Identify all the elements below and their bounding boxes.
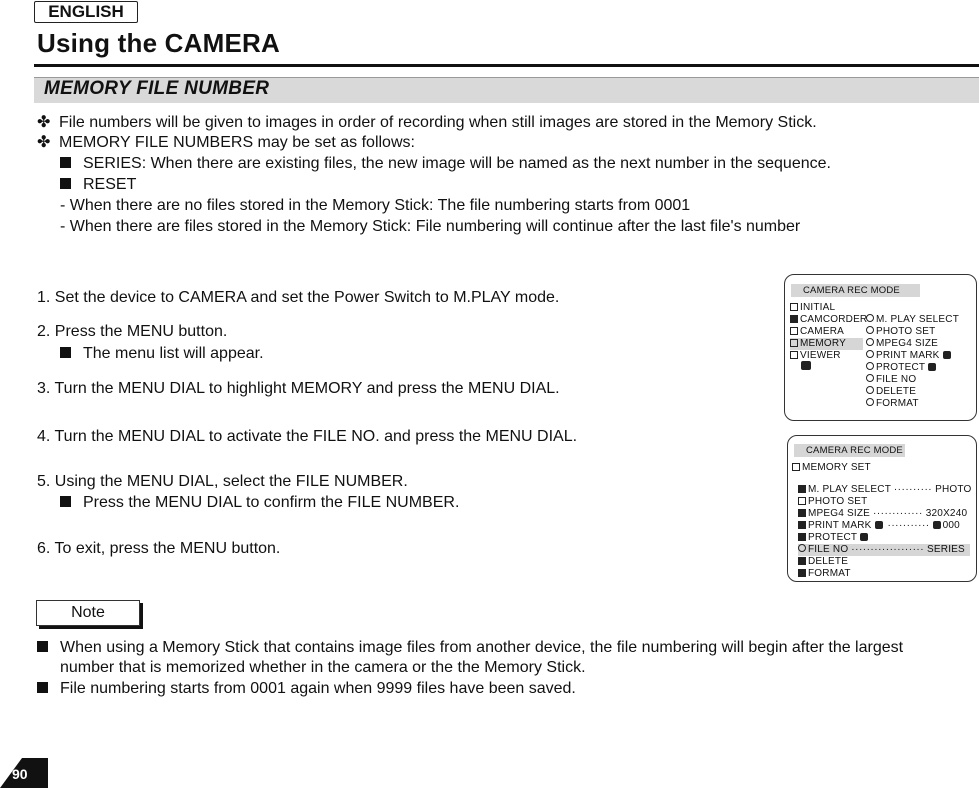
folder-icon <box>790 303 798 311</box>
menu-1-sub-label: PROTECT <box>876 362 926 373</box>
menu-1-memory-card-icon-row <box>801 361 813 373</box>
menu-2-header: CAMERA REC MODE <box>794 444 905 457</box>
menu-1-item-label: VIEWER <box>800 350 841 361</box>
series-text: SERIES: When there are existing files, the new image will be named as the next number in the sequence. <box>83 155 831 172</box>
step-3: 3. Turn the MENU DIAL to highlight MEMORY and press the MENU DIAL. <box>37 380 560 397</box>
menu-2-row-protect <box>798 532 870 544</box>
print-icon <box>933 521 941 529</box>
menu-2-row-dots: ·········· <box>893 484 933 495</box>
mplay-icon <box>798 485 806 493</box>
menu-1-item-viewer <box>790 350 841 362</box>
step-5-sub-text: Press the MENU DIAL to confirm the FILE NUMBER. <box>83 494 460 511</box>
menu-2-row-dots: ··········· <box>887 520 930 531</box>
radio-icon <box>798 544 806 552</box>
menu-2-row-dots: ············· <box>873 508 923 519</box>
note-2 <box>37 679 576 699</box>
menu-1-sub-label: DELETE <box>876 386 917 397</box>
menu-1-item-camera <box>790 326 844 338</box>
delete-icon <box>798 557 806 565</box>
menu-2-row-label: PHOTO SET <box>808 496 868 507</box>
menu-2-row-value: 000 <box>942 520 960 531</box>
reset-item <box>60 175 136 195</box>
note-2-text: File numbering starts from 0001 again when 9999 files have been saved. <box>60 680 576 697</box>
menu-1-sub-label: PHOTO SET <box>876 326 936 337</box>
menu-1-sub-format <box>866 398 919 410</box>
protect-icon <box>798 533 806 541</box>
square-bullet-icon <box>37 641 48 652</box>
camcorder-icon <box>790 315 798 323</box>
camera-icon <box>790 327 798 335</box>
note-1-text: When using a Memory Stick that contains image files from another device, the file numbering will begin after the largest <box>60 639 904 656</box>
menu-1-sub-photo-set <box>866 326 935 338</box>
cross-bullet-icon: ✤ <box>37 114 51 131</box>
menu-2-row-photo-set <box>798 496 867 508</box>
memory-icon <box>790 339 798 347</box>
menu-2-row-label: MPEG4 SIZE <box>808 508 871 519</box>
step-6: 6. To exit, press the MENU button. <box>37 540 281 557</box>
menu-1-sub-delete <box>866 386 916 398</box>
print-mark-icon <box>798 521 806 529</box>
menu-1-item-label: CAMERA <box>800 326 844 337</box>
menu-1-item-label: INITIAL <box>800 302 836 313</box>
radio-icon <box>866 314 874 322</box>
menu-1-header: CAMERA REC MODE <box>791 284 920 297</box>
title-divider <box>34 64 979 67</box>
menu-1-sub-print-mark <box>866 350 953 362</box>
memory-card-icon <box>801 361 811 370</box>
intro-bullet-1 <box>37 113 817 133</box>
menu-1-item-camcorder <box>790 314 867 326</box>
step-2: 2. Press the MENU button. <box>37 323 228 340</box>
square-bullet-icon <box>37 682 48 693</box>
menu-2-row-label: FORMAT <box>808 568 851 579</box>
square-bullet-icon <box>60 157 71 168</box>
page-number-text: 90 <box>12 766 28 782</box>
square-bullet-icon <box>60 178 71 189</box>
radio-icon <box>866 338 874 346</box>
square-bullet-icon <box>60 496 71 507</box>
square-bullet-icon <box>60 347 71 358</box>
step-1: 1. Set the device to CAMERA and set the Power Switch to M.PLAY mode. <box>37 289 560 306</box>
menu-1-sub-protect <box>866 362 938 374</box>
menu-screen-2 <box>787 435 977 582</box>
menu-2-row-dots: ··················· <box>851 544 925 555</box>
language-tab: ENGLISH <box>34 1 138 23</box>
menu-1-item-initial <box>790 302 835 314</box>
menu-2-row-value: SERIES <box>927 544 965 555</box>
format-icon <box>798 569 806 577</box>
step-5-sub <box>60 493 459 513</box>
menu-1-sub-label: MPEG4 SIZE <box>876 338 939 349</box>
intro-bullet-2-text: MEMORY FILE NUMBERS may be set as follows: <box>59 134 415 151</box>
menu-2-row-label: DELETE <box>808 556 849 567</box>
menu-2-row-label: PRINT MARK <box>808 520 872 531</box>
step-5: 5. Using the MENU DIAL, select the FILE NUMBER. <box>37 473 408 490</box>
reset-text: RESET <box>83 176 137 193</box>
cross-bullet-icon: ✤ <box>37 134 51 151</box>
section-title: MEMORY FILE NUMBER <box>44 78 270 99</box>
menu-screen-1 <box>784 274 977 421</box>
intro-bullet-1-text: File numbers will be given to images in order of recording when still images are stored in the Memory Stick. <box>59 114 817 131</box>
menu-2-row-label: M. PLAY SELECT <box>808 484 891 495</box>
menu-1-sub-mplay <box>866 314 959 326</box>
radio-icon <box>866 374 874 382</box>
menu-2-row-print-mark <box>798 520 970 532</box>
intro-bullet-2 <box>37 133 415 153</box>
step-2-sub <box>60 344 264 364</box>
step-4: 4. Turn the MENU DIAL to activate the FILE NO. and press the MENU DIAL. <box>37 428 578 445</box>
menu-1-sub-label: FORMAT <box>876 398 919 409</box>
menu-2-row-mpeg4 <box>798 508 970 520</box>
menu-1-item-memory <box>790 338 863 350</box>
menu-2-row-delete <box>798 556 848 568</box>
radio-icon <box>866 398 874 406</box>
page-number <box>0 758 48 788</box>
menu-1-sub-label: FILE NO <box>876 374 917 385</box>
menu-2-row-file-no <box>798 544 970 556</box>
radio-icon <box>866 326 874 334</box>
menu-2-row-label: FILE NO <box>808 544 849 555</box>
menu-2-row-value: PHOTO <box>935 484 972 495</box>
series-item <box>60 154 831 174</box>
page-title: Using the CAMERA <box>37 28 280 58</box>
folder-icon <box>792 463 800 471</box>
photo-set-icon <box>798 497 806 505</box>
radio-icon <box>866 362 874 370</box>
menu-2-row-format <box>798 568 851 580</box>
menu-2-row-label: PROTECT <box>808 532 858 543</box>
print-icon <box>943 351 951 359</box>
viewer-icon <box>790 351 798 359</box>
menu-2-row-mplay <box>798 484 972 496</box>
key-icon <box>860 533 868 541</box>
menu-1-sub-label: PRINT MARK <box>876 350 940 361</box>
menu-2-row-value: 320X240 <box>925 508 968 519</box>
reset-with-files: - When there are files stored in the Memory Stick: File numbering will continue after the last file's number <box>60 218 801 235</box>
mpeg4-icon <box>798 509 806 517</box>
note-1-cont: number that is memorized whether in the camera or the the Memory Stick. <box>60 659 586 676</box>
print-icon <box>875 521 883 529</box>
menu-1-sub-file-no <box>866 374 916 386</box>
menu-1-sub-mpeg4 <box>866 338 938 350</box>
radio-icon <box>866 350 874 358</box>
menu-1-item-label: CAMCORDER <box>800 314 868 325</box>
step-2-sub-text: The menu list will appear. <box>83 345 264 362</box>
radio-icon <box>866 386 874 394</box>
menu-1-sub-label: M. PLAY SELECT <box>876 314 960 325</box>
protect-icon <box>928 363 936 371</box>
menu-1-item-label: MEMORY <box>800 338 847 349</box>
note-1 <box>37 638 903 658</box>
note-label: Note <box>36 600 140 626</box>
menu-2-title <box>792 462 871 474</box>
reset-no-files: - When there are no files stored in the Memory Stick: The file numbering starts from 0001 <box>60 197 691 214</box>
menu-2-title-text: MEMORY SET <box>802 462 871 473</box>
